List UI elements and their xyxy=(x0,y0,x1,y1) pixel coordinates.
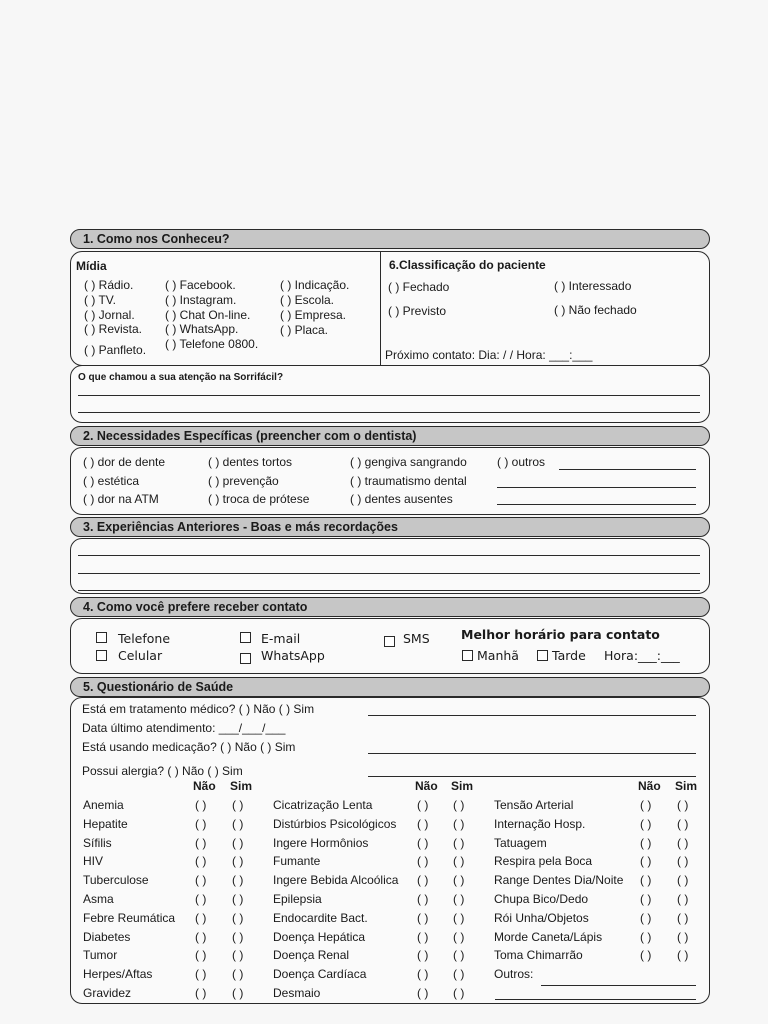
col1-sim-header: Sim xyxy=(230,779,253,793)
need-option[interactable]: ( ) troca de prótese xyxy=(208,492,310,506)
section-5-header: 5. Questionário de Saúde xyxy=(70,677,710,697)
nao-option[interactable]: ( ) xyxy=(640,910,652,925)
option-nao-fechado[interactable]: ( ) Não fechado xyxy=(554,303,637,317)
section-4-header: 4. Como você prefere receber contato xyxy=(70,597,710,617)
nao-option[interactable]: ( ) xyxy=(640,873,652,888)
nao-option[interactable]: ( ) xyxy=(195,910,207,925)
condition-label: Anemia xyxy=(83,798,124,812)
sms-label: SMS xyxy=(403,631,430,646)
midia-option[interactable]: ( ) Facebook. xyxy=(165,278,236,292)
sim-option[interactable]: ( ) xyxy=(453,873,465,888)
ultimo-atendimento[interactable]: Data último atendimento: ___/___/___ xyxy=(82,721,286,735)
nao-option[interactable]: ( ) xyxy=(195,948,207,963)
tarde-label: Tarde xyxy=(552,648,586,663)
email-checkbox[interactable] xyxy=(240,632,251,643)
condition-label: Ingere Hormônios xyxy=(273,835,369,850)
condition-label: Hepatite xyxy=(83,816,128,831)
sim-option[interactable]: ( ) xyxy=(453,892,465,906)
outros-saude-line-1[interactable] xyxy=(541,985,696,986)
sim-option[interactable]: ( ) xyxy=(677,948,689,963)
sim-option[interactable]: ( ) xyxy=(453,910,465,925)
sim-option[interactable]: ( ) xyxy=(453,835,465,850)
celular-checkbox[interactable] xyxy=(96,650,107,661)
condition-label: Tuberculose xyxy=(83,873,149,888)
condition-label: Outros: xyxy=(494,967,534,982)
sim-option[interactable]: ( ) xyxy=(453,948,465,963)
nao-option[interactable]: ( ) xyxy=(417,986,429,1000)
nao-option[interactable]: ( ) xyxy=(417,948,429,963)
col1-nao-header: Não xyxy=(193,779,216,793)
condition-label: Doença Cardíaca xyxy=(273,967,367,982)
sim-option[interactable]: ( ) xyxy=(232,854,244,869)
col3-nao-header: Não xyxy=(638,779,661,793)
midia-option[interactable]: ( ) Telefone 0800. xyxy=(165,337,259,352)
email-label: E-mail xyxy=(261,631,301,646)
sim-option[interactable]: ( ) xyxy=(453,929,465,944)
need-option[interactable]: ( ) prevenção xyxy=(208,473,279,488)
need-option[interactable]: ( ) estética xyxy=(83,473,140,488)
midia-option[interactable]: ( ) WhatsApp. xyxy=(165,322,239,337)
telefone-label: Telefone xyxy=(118,631,171,646)
attention-line-1[interactable] xyxy=(78,395,700,396)
midia-option[interactable]: ( ) Instagram. xyxy=(165,292,237,307)
nao-option[interactable]: ( ) xyxy=(195,929,207,944)
nao-option[interactable]: ( ) xyxy=(417,929,429,944)
experience-line-1[interactable] xyxy=(78,555,700,556)
nao-option[interactable]: ( ) xyxy=(195,967,207,982)
alergia-line[interactable] xyxy=(368,776,696,777)
nao-option[interactable]: ( ) xyxy=(640,929,652,944)
midia-option[interactable]: ( ) Placa. xyxy=(280,323,329,337)
nao-option[interactable]: ( ) xyxy=(195,835,207,850)
condition-label: Fumante xyxy=(273,854,321,869)
sms-checkbox[interactable] xyxy=(384,636,395,647)
attention-question: O que chamou a sua atenção na Sorrifácil? xyxy=(78,372,284,383)
condition-label: Epilepsia xyxy=(273,892,322,906)
medicacao-question[interactable]: Está usando medicação? ( ) Não ( ) Sim xyxy=(82,740,296,754)
nao-option[interactable]: ( ) xyxy=(417,873,429,888)
sim-option[interactable]: ( ) xyxy=(232,910,244,925)
condition-label: Sífilis xyxy=(83,835,112,850)
sim-option[interactable]: ( ) xyxy=(232,892,244,906)
experience-line-2[interactable] xyxy=(78,573,700,574)
manha-label: Manhã xyxy=(477,648,519,663)
sim-option[interactable]: ( ) xyxy=(677,892,689,906)
midia-label: Mídia xyxy=(76,259,107,273)
sim-option[interactable]: ( ) xyxy=(232,967,244,982)
celular-label: Celular xyxy=(118,648,163,663)
condition-label: HIV xyxy=(83,854,104,869)
classification-title: 6.Classificação do paciente xyxy=(389,258,546,272)
midia-option[interactable]: ( ) TV. xyxy=(84,292,117,307)
condition-label: Desmaio xyxy=(273,986,321,1000)
manha-checkbox[interactable] xyxy=(462,650,473,661)
condition-label: Tatuagem xyxy=(494,835,547,850)
nao-option[interactable]: ( ) xyxy=(640,835,652,850)
midia-option[interactable]: ( ) Jornal. xyxy=(84,307,135,322)
section-3-box xyxy=(70,538,710,594)
sim-option[interactable]: ( ) xyxy=(677,873,689,888)
nao-option[interactable]: ( ) xyxy=(640,798,652,812)
sim-option[interactable]: ( ) xyxy=(232,986,244,1000)
condition-label: Herpes/Aftas xyxy=(83,967,153,982)
nao-option[interactable]: ( ) xyxy=(417,910,429,925)
nao-option[interactable]: ( ) xyxy=(417,967,429,982)
nao-option[interactable]: ( ) xyxy=(195,873,207,888)
condition-label: Distúrbios Psicológicos xyxy=(273,816,397,831)
condition-label: Internação Hosp. xyxy=(494,816,586,831)
need-option[interactable]: ( ) gengiva sangrando xyxy=(350,455,467,469)
condition-label: Respira pela Boca xyxy=(494,854,593,869)
nao-option[interactable]: ( ) xyxy=(417,835,429,850)
nao-option[interactable]: ( ) xyxy=(640,892,652,906)
tarde-checkbox[interactable] xyxy=(537,650,548,661)
nao-option[interactable]: ( ) xyxy=(640,854,652,869)
section-3-header: 3. Experiências Anteriores - Boas e más recordações xyxy=(70,517,710,537)
nao-option[interactable]: ( ) xyxy=(195,892,207,906)
option-interessado[interactable]: ( ) Interessado xyxy=(554,279,632,293)
outros-line-1[interactable] xyxy=(559,469,696,470)
condition-label: Gravidez xyxy=(83,986,132,1000)
outros-line-2[interactable] xyxy=(497,487,696,488)
sim-option[interactable]: ( ) xyxy=(453,798,465,812)
midia-option[interactable]: ( ) Revista. xyxy=(84,322,143,337)
sim-option[interactable]: ( ) xyxy=(677,854,689,869)
condition-label: Range Dentes Dia/Noite xyxy=(494,873,624,888)
midia-option[interactable]: ( ) Escola. xyxy=(280,293,335,307)
tratamento-question[interactable]: Está em tratamento médico? ( ) Não ( ) Sim xyxy=(82,702,315,716)
col2-nao-header: Não xyxy=(415,779,438,793)
outros-saude-line-2[interactable] xyxy=(495,999,696,1000)
section-2-header: 2. Necessidades Específicas (preencher com o dentista) xyxy=(70,426,710,446)
midia-option[interactable]: ( ) Indicação. xyxy=(280,278,350,292)
midia-option[interactable]: ( ) Chat On-line. xyxy=(165,307,251,322)
nao-option[interactable]: ( ) xyxy=(417,892,429,906)
nao-option[interactable]: ( ) xyxy=(195,816,207,831)
nao-option[interactable]: ( ) xyxy=(195,986,207,1000)
nao-option[interactable]: ( ) xyxy=(417,854,429,869)
midia-option[interactable]: ( ) Rádio. xyxy=(84,278,134,292)
condition-label: Chupa Bico/Dedo xyxy=(494,892,589,906)
nao-option[interactable]: ( ) xyxy=(195,798,207,812)
nao-option[interactable]: ( ) xyxy=(640,816,652,831)
col3-sim-header: Sim xyxy=(675,779,698,793)
sim-option[interactable]: ( ) xyxy=(453,986,465,1000)
condition-label: Cicatrização Lenta xyxy=(273,798,373,812)
attention-line-2[interactable] xyxy=(78,412,700,413)
midia-option[interactable]: ( ) Empresa. xyxy=(280,308,347,322)
condition-label: Tensão Arterial xyxy=(494,798,574,812)
need-option[interactable]: ( ) traumatismo dental xyxy=(350,473,467,488)
section-1-divider xyxy=(380,252,381,365)
sim-option[interactable]: ( ) xyxy=(453,854,465,869)
option-fechado[interactable]: ( ) Fechado xyxy=(388,280,450,294)
option-previsto[interactable]: ( ) Previsto xyxy=(388,304,447,318)
sim-option[interactable]: ( ) xyxy=(677,910,689,925)
condition-label: Tumor xyxy=(83,948,118,963)
condition-label: Ingere Bebida Alcoólica xyxy=(273,873,399,888)
midia-option[interactable]: ( ) Panfleto. xyxy=(84,343,147,358)
need-option[interactable]: ( ) dentes tortos xyxy=(208,455,293,469)
telefone-checkbox[interactable] xyxy=(96,632,107,643)
condition-label: Febre Reumática xyxy=(83,910,176,925)
section-1-header: 1. Como nos Conheceu? xyxy=(70,229,710,249)
sim-option[interactable]: ( ) xyxy=(232,873,244,888)
outros-line-3[interactable] xyxy=(497,504,696,505)
nao-option[interactable]: ( ) xyxy=(640,948,652,963)
sim-option[interactable]: ( ) xyxy=(453,967,465,982)
condition-label: Doença Renal xyxy=(273,948,350,963)
nao-option[interactable]: ( ) xyxy=(195,854,207,869)
need-option[interactable]: ( ) dor na ATM xyxy=(83,492,159,506)
tratamento-line[interactable] xyxy=(368,715,696,716)
proximo-contato[interactable]: Próximo contato: Dia: / / Hora: ___:___ xyxy=(385,348,593,362)
condition-label: Endocardite Bact. xyxy=(273,910,368,925)
sim-option[interactable]: ( ) xyxy=(232,798,244,812)
condition-label: Morde Caneta/Lápis xyxy=(494,929,603,944)
sim-option[interactable]: ( ) xyxy=(677,929,689,944)
alergia-question[interactable]: Possui alergia? ( ) Não ( ) Sim xyxy=(82,764,243,778)
experience-line-3[interactable] xyxy=(78,590,700,591)
col2-sim-header: Sim xyxy=(451,779,474,793)
sim-option[interactable]: ( ) xyxy=(232,816,244,831)
condition-label: Rói Unha/Objetos xyxy=(494,910,589,925)
need-option[interactable]: ( ) dentes ausentes xyxy=(350,492,453,506)
sim-option[interactable]: ( ) xyxy=(677,816,689,831)
sim-option[interactable]: ( ) xyxy=(677,798,689,812)
sim-option[interactable]: ( ) xyxy=(453,816,465,831)
nao-option[interactable]: ( ) xyxy=(417,798,429,812)
whatsapp-label: WhatsApp xyxy=(261,648,325,663)
condition-label: Diabetes xyxy=(83,929,131,944)
sim-option[interactable]: ( ) xyxy=(232,929,244,944)
option-outros[interactable]: ( ) outros xyxy=(497,455,546,469)
need-option[interactable]: ( ) dor de dente xyxy=(83,455,166,469)
sim-option[interactable]: ( ) xyxy=(232,835,244,850)
condition-label: Asma xyxy=(83,892,114,906)
hora-field[interactable]: Hora:___:___ xyxy=(604,648,680,663)
sim-option[interactable]: ( ) xyxy=(677,835,689,850)
condition-label: Doença Hepática xyxy=(273,929,366,944)
whatsapp-checkbox[interactable] xyxy=(240,653,251,664)
sim-option[interactable]: ( ) xyxy=(232,948,244,963)
medicacao-line[interactable] xyxy=(368,753,696,754)
melhor-horario-title: Melhor horário para contato xyxy=(461,627,660,642)
condition-label: Toma Chimarrão xyxy=(494,948,583,963)
nao-option[interactable]: ( ) xyxy=(417,816,429,831)
